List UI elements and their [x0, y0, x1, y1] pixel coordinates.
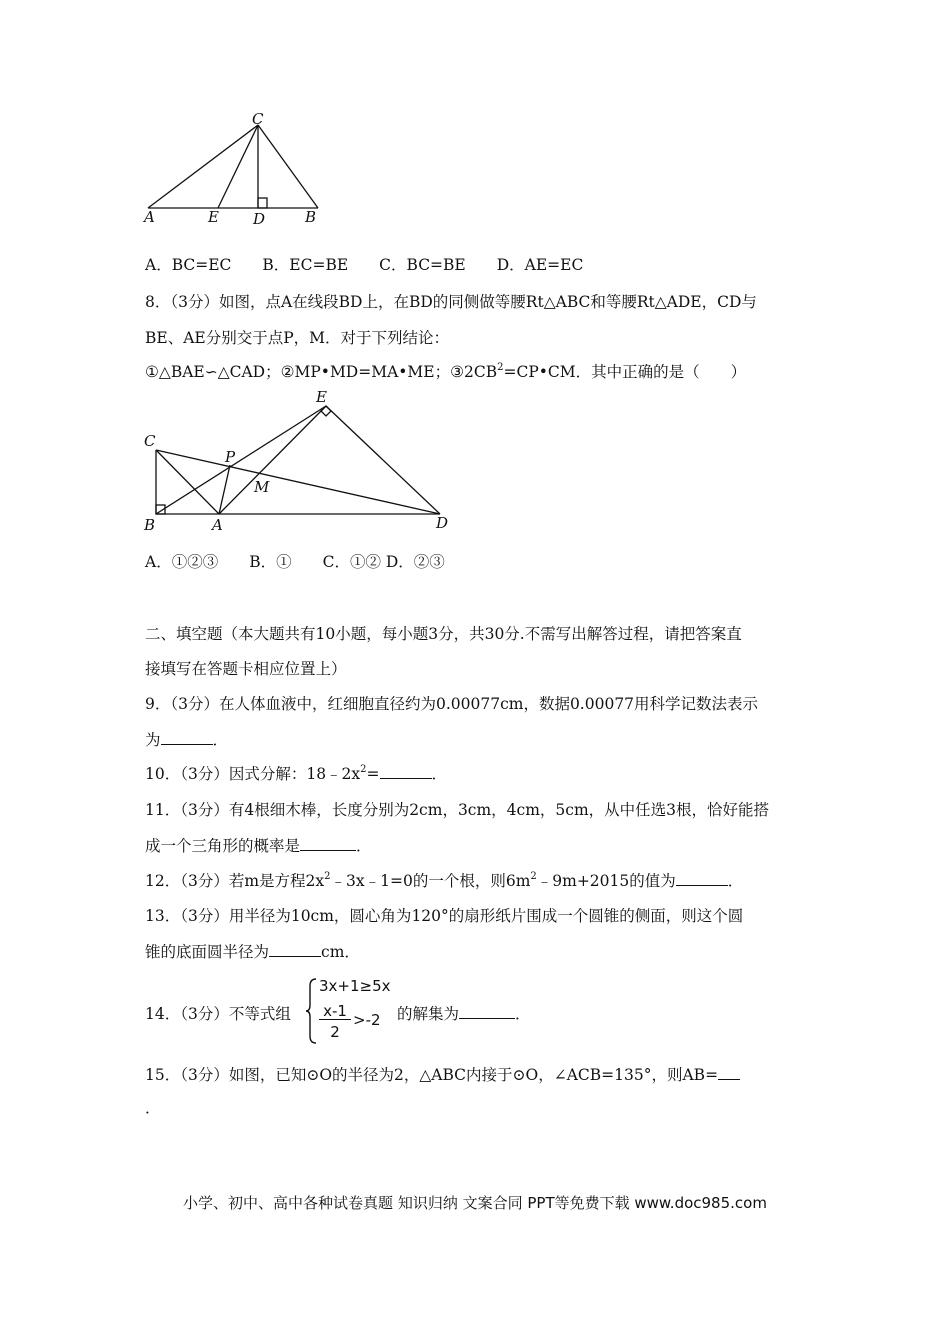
q8-options: A．①②③ B．① C．①② D．②③ [145, 553, 445, 571]
q12-b: ﹣3x﹣1=0的一个根，则6m [330, 872, 531, 890]
label-a2: A [212, 516, 223, 534]
q15-line1-text: 15．（3分）如图，已知⊙O的半径为2，△ABC内接于⊙O，∠ACB=135°，则AB= [145, 1066, 719, 1084]
ineq-row1: 3x+1≥5x [319, 977, 391, 995]
q12-c: ﹣9m+2015的值为 [536, 872, 676, 890]
footer-banner: 小学、初中、高中各种试卷真题 知识归纳 文案合同 PPT等免费下载 www.doc985.com [183, 1194, 767, 1212]
label-b: B [305, 208, 317, 226]
q8-line3-b: =CP•CM．其中正确的是（ ） [503, 363, 747, 381]
q14-b: 的解集为 [397, 1005, 460, 1023]
q9-line2 [145, 730, 228, 750]
label-e2: E [316, 388, 327, 406]
q8-line2: BE、AE分别交于点P，M．对于下列结论： [145, 329, 450, 347]
section2-line1: 二、填空题（本大题共有10小题，每小题3分，共30分.不需写出解答过程，请把答案直 [145, 625, 742, 643]
q9-line1: 9．（3分）在人体血液中，红细胞直径约为0.00077cm，数据0.00077用科学记数法表示 [145, 695, 759, 713]
q10-end: ． [431, 765, 448, 783]
ineq-numerator: x-1 [319, 1003, 351, 1020]
label-e: E [208, 208, 219, 226]
ineq-denominator: 2 [330, 1023, 340, 1041]
q10 [145, 764, 447, 784]
q15-answer-blank[interactable] [718, 1065, 740, 1080]
q13-line2 [145, 942, 360, 962]
q7-options: A．BC=EC B．EC=BE C．BC=BE D．AE=EC [145, 256, 584, 274]
q12-end: ． [727, 872, 744, 890]
figure-triangle-abc [140, 110, 340, 230]
label-c: C [252, 110, 264, 128]
q11-end: ． [356, 837, 372, 855]
q8-sup: 2 [497, 362, 504, 373]
q11-line2-text: 成一个三角形的概率是 [145, 837, 301, 855]
q12 [145, 871, 743, 891]
label-d2: D [436, 514, 449, 532]
figure-two-triangles [138, 388, 458, 538]
q8-line3-a: ①△BAE∽△CAD；②MP•MD=MA•ME；③2CB [145, 363, 498, 381]
q13-line1: 13．（3分）用半径为10cm，圆心角为120°的扇形纸片围成一个圆锥的侧面，则这个圆 [145, 907, 744, 925]
q13-answer-blank[interactable] [269, 942, 321, 957]
q11-answer-blank[interactable] [300, 836, 356, 851]
q12-a: 12．（3分）若m是方程2x [145, 872, 325, 890]
q14-tail [397, 1004, 531, 1024]
q10-answer-blank[interactable] [380, 764, 432, 779]
label-a: A [144, 208, 155, 226]
q10-a: 10．（3分）因式分解：18﹣2x [145, 765, 361, 783]
q12-answer-blank[interactable] [676, 871, 728, 886]
q14-answer-blank[interactable] [459, 1004, 515, 1019]
q11-line1: 11．（3分）有4根细木棒，长度分别为2cm，3cm，4cm，5cm，从中任选3根，恰好能搭 [145, 801, 770, 819]
q15-line2: ． [145, 1099, 161, 1117]
q14-end: ． [515, 1005, 531, 1023]
label-m2: M [254, 478, 270, 496]
section2-line2: 接填写在答题卡相应位置上） [145, 660, 347, 678]
q8-line3 [145, 362, 746, 382]
q12-sup1: 2 [324, 871, 331, 882]
label-d: D [253, 210, 266, 228]
q14-lead: 14．（3分）不等式组 [145, 1005, 291, 1023]
q9-line2-text: 为 [145, 731, 161, 749]
q15-line1 [145, 1065, 740, 1085]
brace-icon [305, 976, 319, 1046]
q12-sup2: 2 [530, 871, 537, 882]
label-b2: B [144, 516, 156, 534]
q11-line2 [145, 836, 372, 856]
q10-sup: 2 [360, 764, 367, 775]
q8-line1: 8．（3分）如图，点A在线段BD上，在BD的同侧做等腰Rt△ABC和等腰Rt△ADE，CD与 [145, 293, 757, 311]
q13-line2-text: 锥的底面圆半径为 [145, 943, 270, 961]
ineq-gt: >-2 [353, 1011, 381, 1029]
q13-end: cm． [321, 943, 360, 961]
q9-answer-blank[interactable] [161, 730, 213, 745]
q9-end: ． [212, 731, 229, 749]
q10-b: = [366, 765, 380, 783]
label-c2: C [144, 432, 156, 450]
inequality-system [305, 976, 391, 1046]
label-p2: P [225, 448, 236, 466]
